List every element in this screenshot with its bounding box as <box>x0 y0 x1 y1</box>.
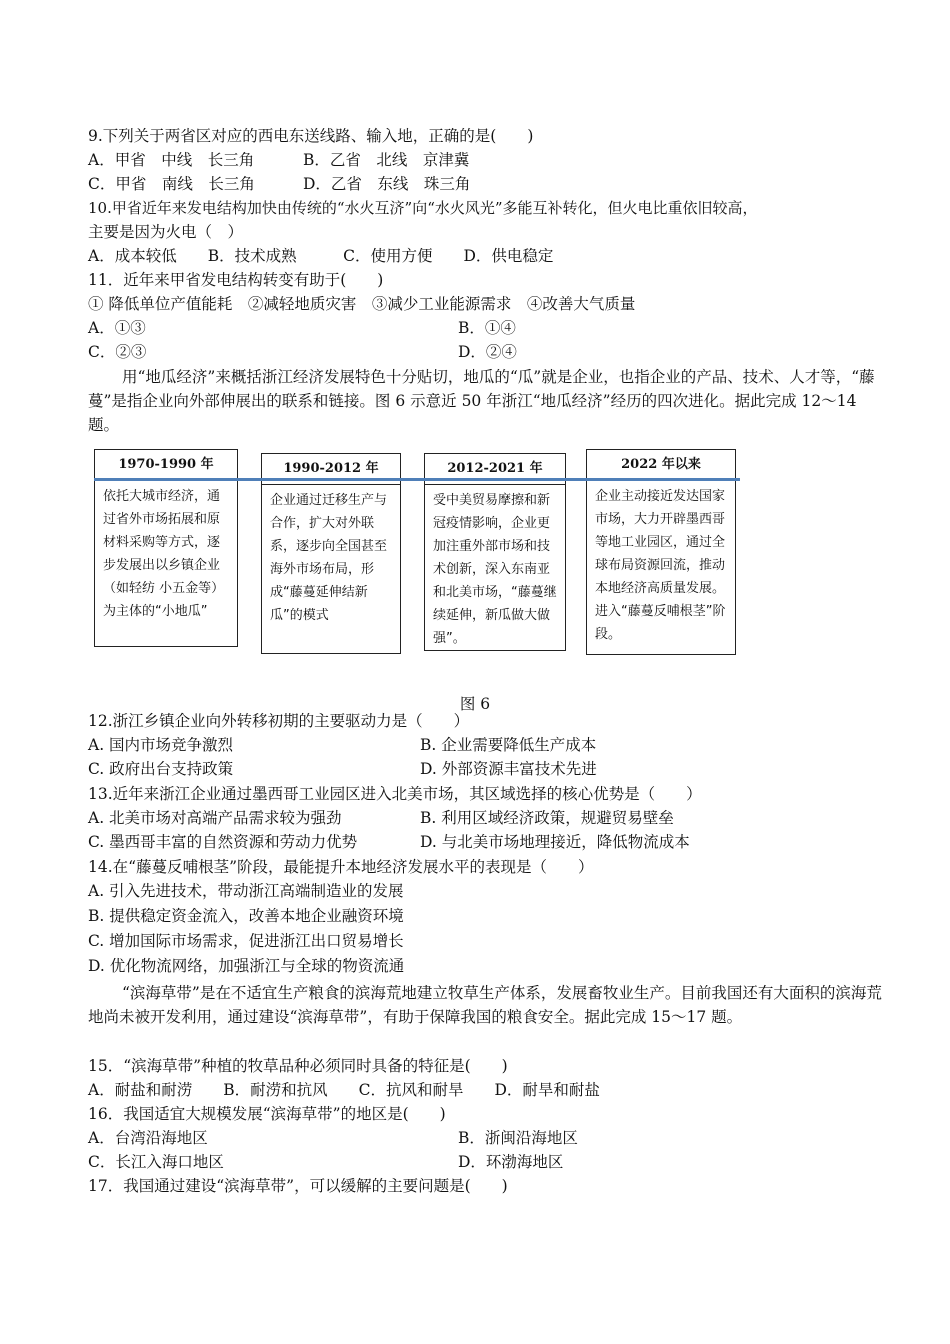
stage-period: 1970-1990 年 <box>95 450 237 481</box>
stage-text: 企业主动接近发达国家市场，大力开辟墨西哥等地工业园区，通过全球布局资源回流，推动本地经济高质量发展。进入“藤蔓反哺根茎”阶段。 <box>595 489 726 642</box>
q10-stem-line1: 10.甲省近年来发电结构加快由传统的“水火互济”向“水火风光”多能互补转化，但火电比重依旧较高， <box>88 199 758 217</box>
q14-option-b: B. 提供稳定资金流入，改善本地企业融资环境 <box>88 907 404 925</box>
q9-stem: 9.下列关于两省区对应的西电东送线路、输入地，正确的是( ) <box>88 127 534 145</box>
stage-text: 受中美贸易摩擦和新冠疫情影响，企业更加注重外部市场和技术创新，深入东南亚和北美市场，“藤蔓继续延伸，新瓜做大做强”。 <box>433 493 557 646</box>
q9-option-d: D．乙省 东线 珠三角 <box>303 175 471 193</box>
q12-option-a: A. 国内市场竞争激烈 <box>88 736 234 754</box>
material-paragraph-2: “滨海草带”是在不适宜生产粮食的滨海荒地建立牧草生产体系，发展畜牧业生产。目前我国还有大面积的滨海荒地尚未被开发利用，通过建设“滨海草带”，有助于保障我国的粮食安全。据此完成 15～17 题。 <box>88 984 882 1026</box>
q11-option-b: B．①④ <box>458 319 516 337</box>
q16-option-a: A．台湾沿海地区 <box>88 1129 208 1147</box>
q16-option-d: D．环渤海地区 <box>458 1153 564 1171</box>
q9-option-c: C．甲省 南线 长三角 <box>88 175 255 193</box>
q13-option-a: A. 北美市场对高端产品需求较为强劲 <box>88 809 342 827</box>
q12-option-d: D. 外部资源丰富技术先进 <box>420 760 597 778</box>
q9-option-a: A．甲省 中线 长三角 <box>88 151 255 169</box>
stage-period: 1990-2012 年 <box>262 454 400 485</box>
q16-option-c: C．长江入海口地区 <box>88 1153 224 1171</box>
q13-option-d: D. 与北美市场地理接近，降低物流成本 <box>420 833 690 851</box>
q17-stem: 17．我国通过建设“滨海草带”，可以缓解的主要问题是( ) <box>88 1177 508 1195</box>
q13-option-c: C. 墨西哥丰富的自然资源和劳动力优势 <box>88 833 358 851</box>
q12-option-c: C. 政府出台支持政策 <box>88 760 234 778</box>
q14-option-c: C. 增加国际市场需求，促进浙江出口贸易增长 <box>88 932 404 950</box>
q15-stem: 15．“滨海草带”种植的牧草品种必须同时具备的特征是( ) <box>88 1057 508 1075</box>
q14-option-d: D. 优化物流网络，加强浙江与全球的物资流通 <box>88 957 405 975</box>
q10-options: A．成本较低 B．技术成熟 C．使用方便 D．供电稳定 <box>88 247 554 265</box>
q12-option-b: B. 企业需要降低生产成本 <box>420 736 597 754</box>
q14-stem: 14.在“藤蔓反哺根茎”阶段，最能提升本地经济发展水平的表现是（ ） <box>88 858 594 876</box>
q13-option-b: B. 利用区域经济政策，规避贸易壁垒 <box>420 809 674 827</box>
q10-stem-line2: 主要是因为火电（ ） <box>88 223 244 241</box>
q16-stem: 16．我国适宜大规模发展“滨海草带”的地区是( ) <box>88 1105 446 1123</box>
q11-option-d: D．②④ <box>458 343 517 361</box>
material-paragraph-1: 用“地瓜经济”来概括浙江经济发展特色十分贴切，地瓜的“瓜”就是企业，也指企业的产品、技术、人才等，“藤蔓”是指企业向外部伸展出的联系和链接。图 6 示意近 50 年浙江“地瓜经济”经历的四次进化。据此完成 12～14 题。 <box>88 368 875 434</box>
q11-option-a: A．①③ <box>88 319 146 337</box>
stage-period: 2012-2021 年 <box>425 454 565 485</box>
q14-option-a: A. 引入先进技术，带动浙江高端制造业的发展 <box>88 882 404 900</box>
stage-box-3 <box>424 453 566 651</box>
q16-option-b: B．浙闽沿海地区 <box>458 1129 578 1147</box>
q12-stem: 12.浙江乡镇企业向外转移初期的主要驱动力是（ ） <box>88 712 470 730</box>
q9-option-b: B．乙省 北线 京津冀 <box>303 151 470 169</box>
stage-box-2 <box>261 453 401 654</box>
stage-text: 企业通过迁移生产与合作，扩大对外联系，逐步向全国甚至海外市场布局，形成“藤蔓延伸结新瓜”的模式 <box>270 493 388 623</box>
q11-items: ① 降低单位产值能耗 ②减轻地质灾害 ③减少工业能源需求 ④改善大气质量 <box>88 295 636 313</box>
figure-caption: 图 6 <box>459 695 491 713</box>
timeline-line <box>94 478 740 481</box>
q15-options: A．耐盐和耐涝 B．耐涝和抗风 C．抗风和耐旱 D．耐旱和耐盐 <box>88 1081 600 1099</box>
q13-stem: 13.近年来浙江企业通过墨西哥工业园区进入北美市场，其区域选择的核心优势是（ ） <box>88 785 702 803</box>
stage-period: 2022 年以来 <box>587 450 735 481</box>
q11-stem: 11．近年来甲省发电结构转变有助于( ) <box>88 271 384 289</box>
stage-text: 依托大城市经济，通过省外市场拓展和原材料采购等方式，逐步发展出以乡镇企业（如轻纺 小五金等）为主体的“小地瓜” <box>103 489 225 619</box>
q11-option-c: C．②③ <box>88 343 147 361</box>
